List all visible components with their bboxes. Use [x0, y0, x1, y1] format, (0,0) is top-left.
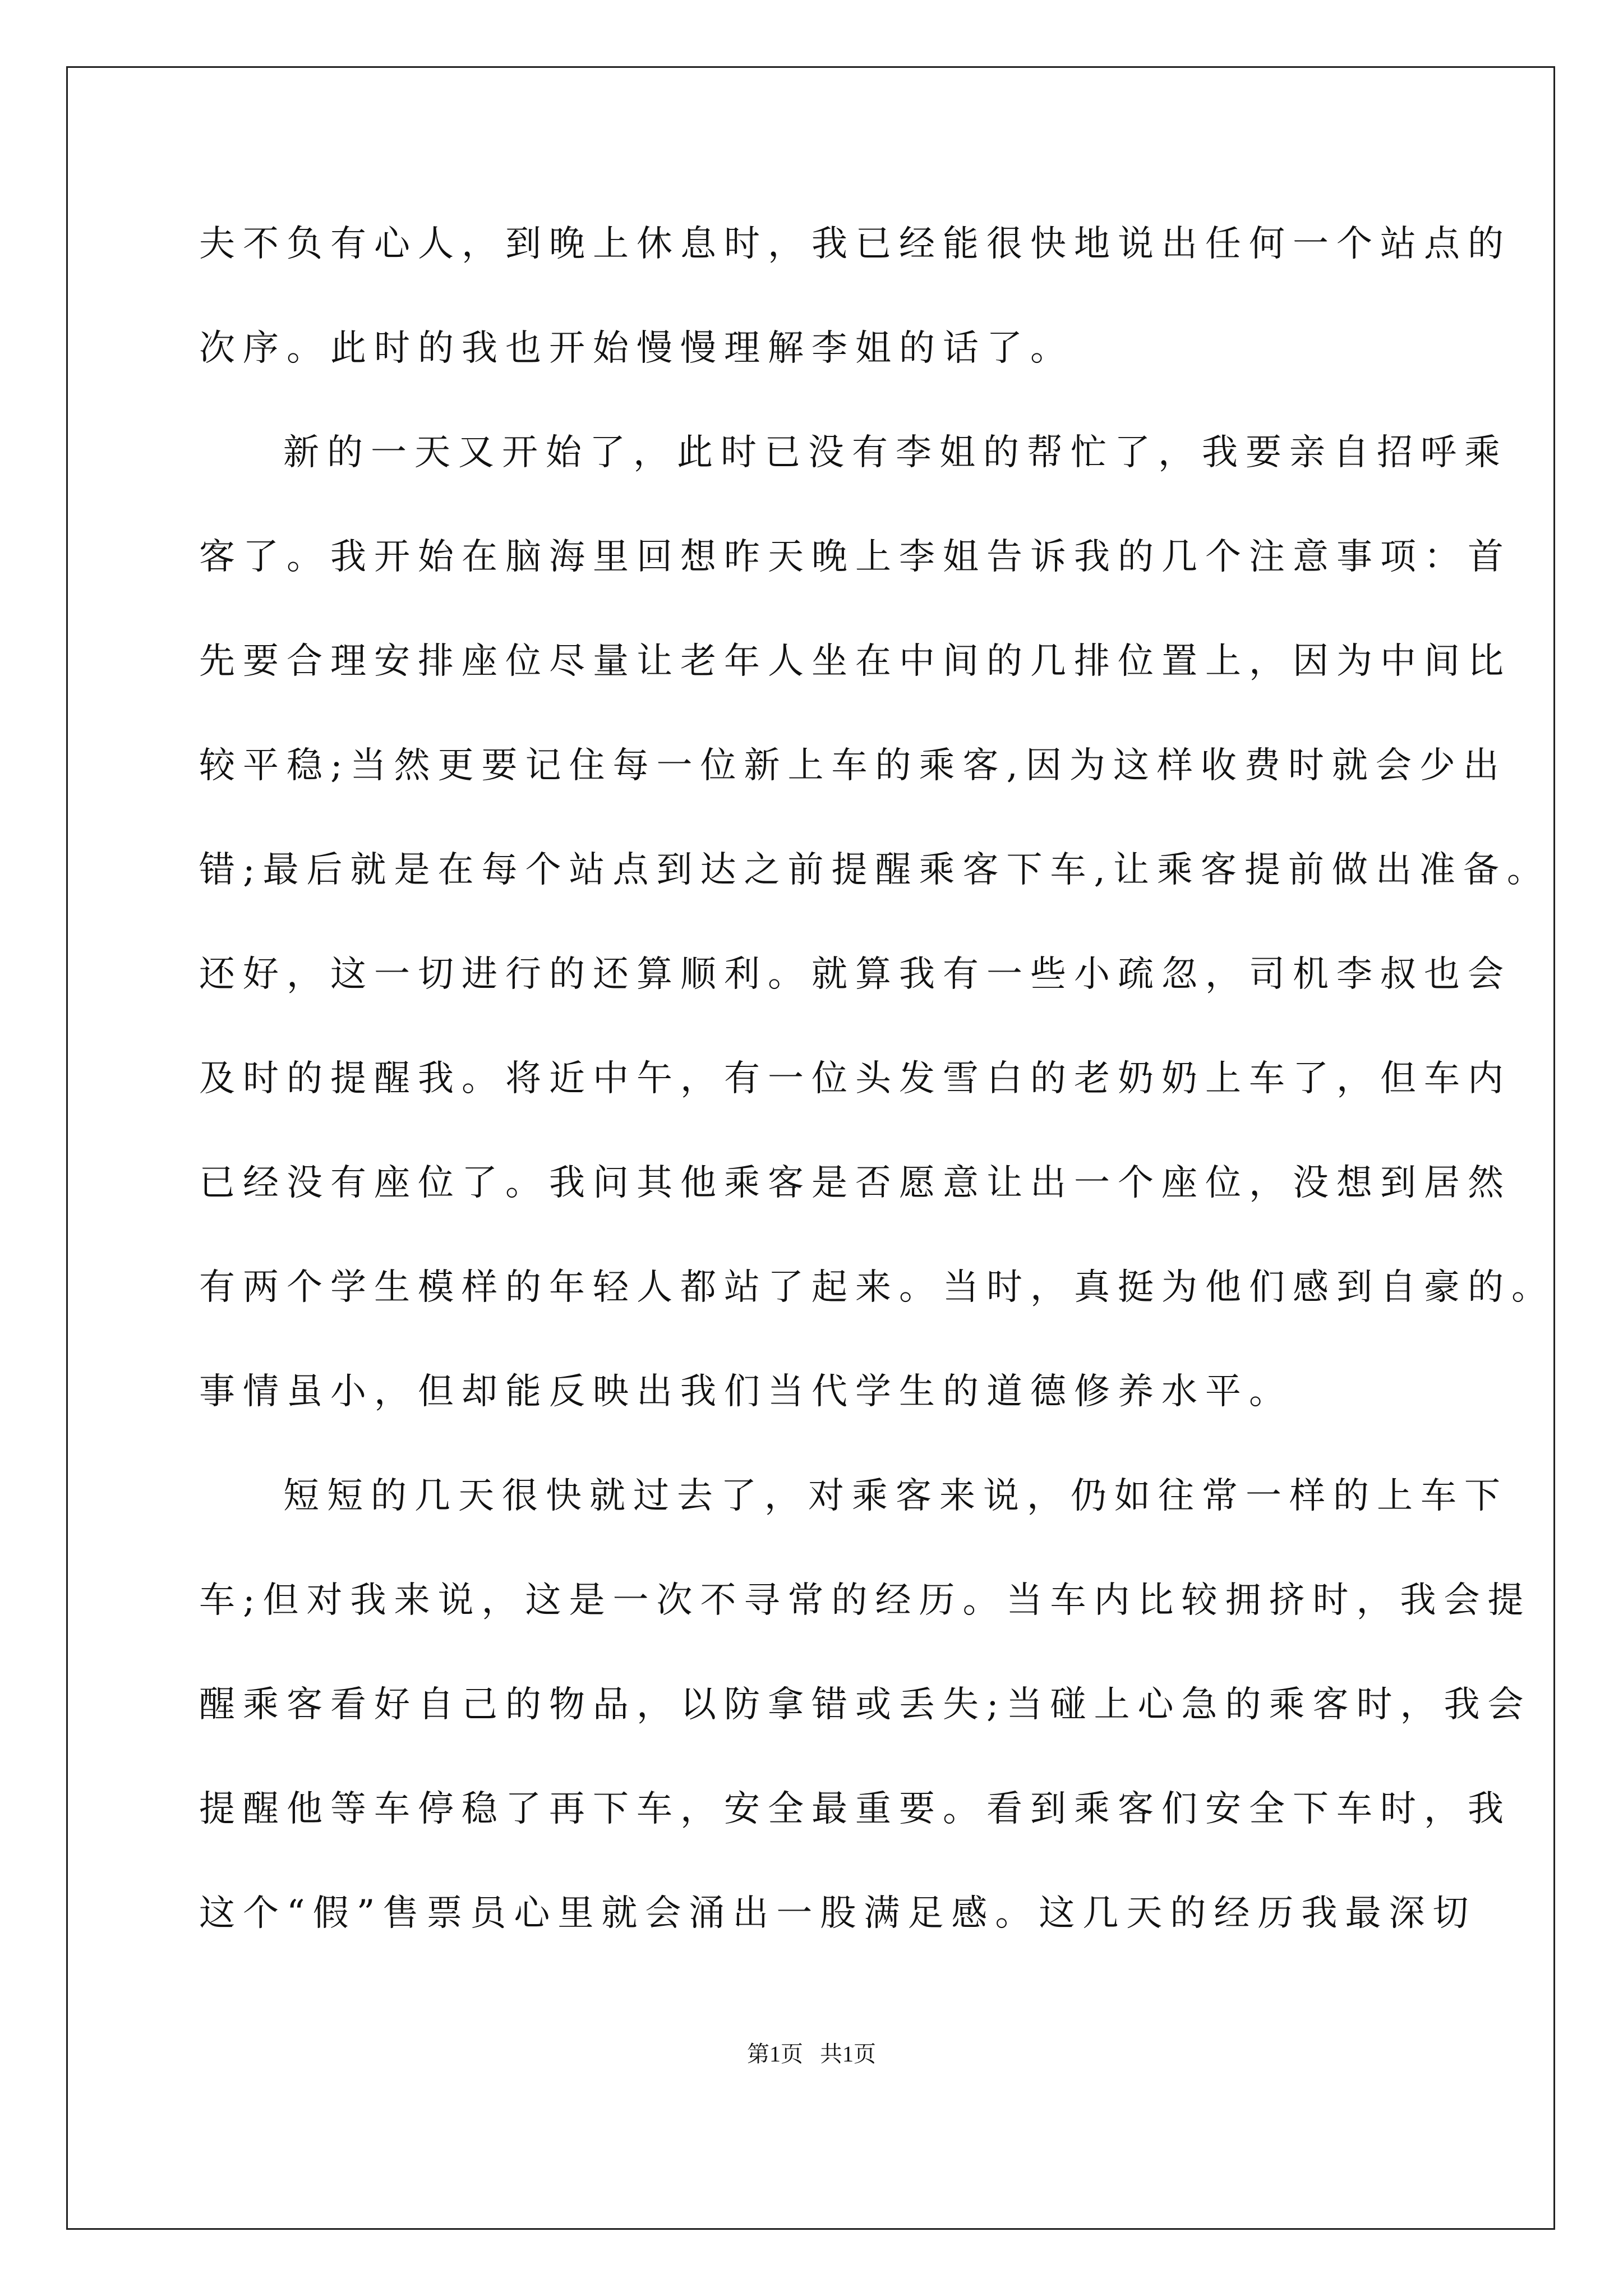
page-number-footer: 第1页 共1页	[747, 2041, 876, 2067]
document-body	[199, 213, 1555, 1987]
text-line: 夫不负有心人，到晚上休息时，我已经能很快地说出任何一个站点的	[199, 223, 1511, 265]
text-line: 先要合理安排座位尽量让老年人坐在中间的几排位置上，因为中间比	[199, 641, 1511, 682]
text-line: 新的一天又开始了，此时已没有李姐的帮忙了，我要亲自招呼乘	[283, 432, 1508, 473]
text-line: 这个“假”售票员心里就会涌出一股满足感。这几天的经历我最深切	[199, 1893, 1477, 1934]
text-line: 车;但对我来说，这是一次不寻常的经历。当车内比较拥挤时，我会提	[199, 1580, 1532, 1621]
text-line: 事情虽小，但却能反映出我们当代学生的道德修养水平。	[199, 1371, 1293, 1412]
text-line: 短短的几天很快就过去了，对乘客来说，仍如往常一样的上车下	[283, 1475, 1508, 1517]
text-line: 提醒他等车停稳了再下车，安全最重要。看到乘客们安全下车时，我	[199, 1788, 1511, 1830]
text-line: 已经没有座位了。我问其他乘客是否愿意让出一个座位，没想到居然	[199, 1162, 1511, 1204]
text-line: 次序。此时的我也开始慢慢理解李姐的话了。	[199, 328, 1074, 369]
text-line: 及时的提醒我。将近中午，有一位头发雪白的老奶奶上车了，但车内	[199, 1058, 1511, 1099]
text-line: 错;最后就是在每个站点到达之前提醒乘客下车,让乘客提前做出准备。	[199, 849, 1551, 891]
text-line: 较平稳;当然更要记住每一位新上车的乘客,因为这样收费时就会少出	[199, 745, 1507, 786]
text-line: 有两个学生模样的年轻人都站了起来。当时，真挺为他们感到自豪的。	[199, 1267, 1555, 1308]
text-line: 醒乘客看好自己的物品，以防拿错或丢失;当碰上心急的乘客时，我会	[199, 1684, 1532, 1726]
text-line: 还好，这一切进行的还算顺利。就算我有一些小疏忽，司机李叔也会	[199, 954, 1511, 995]
text-line: 客了。我开始在脑海里回想昨天晚上李姐告诉我的几个注意事项：首	[199, 536, 1511, 578]
